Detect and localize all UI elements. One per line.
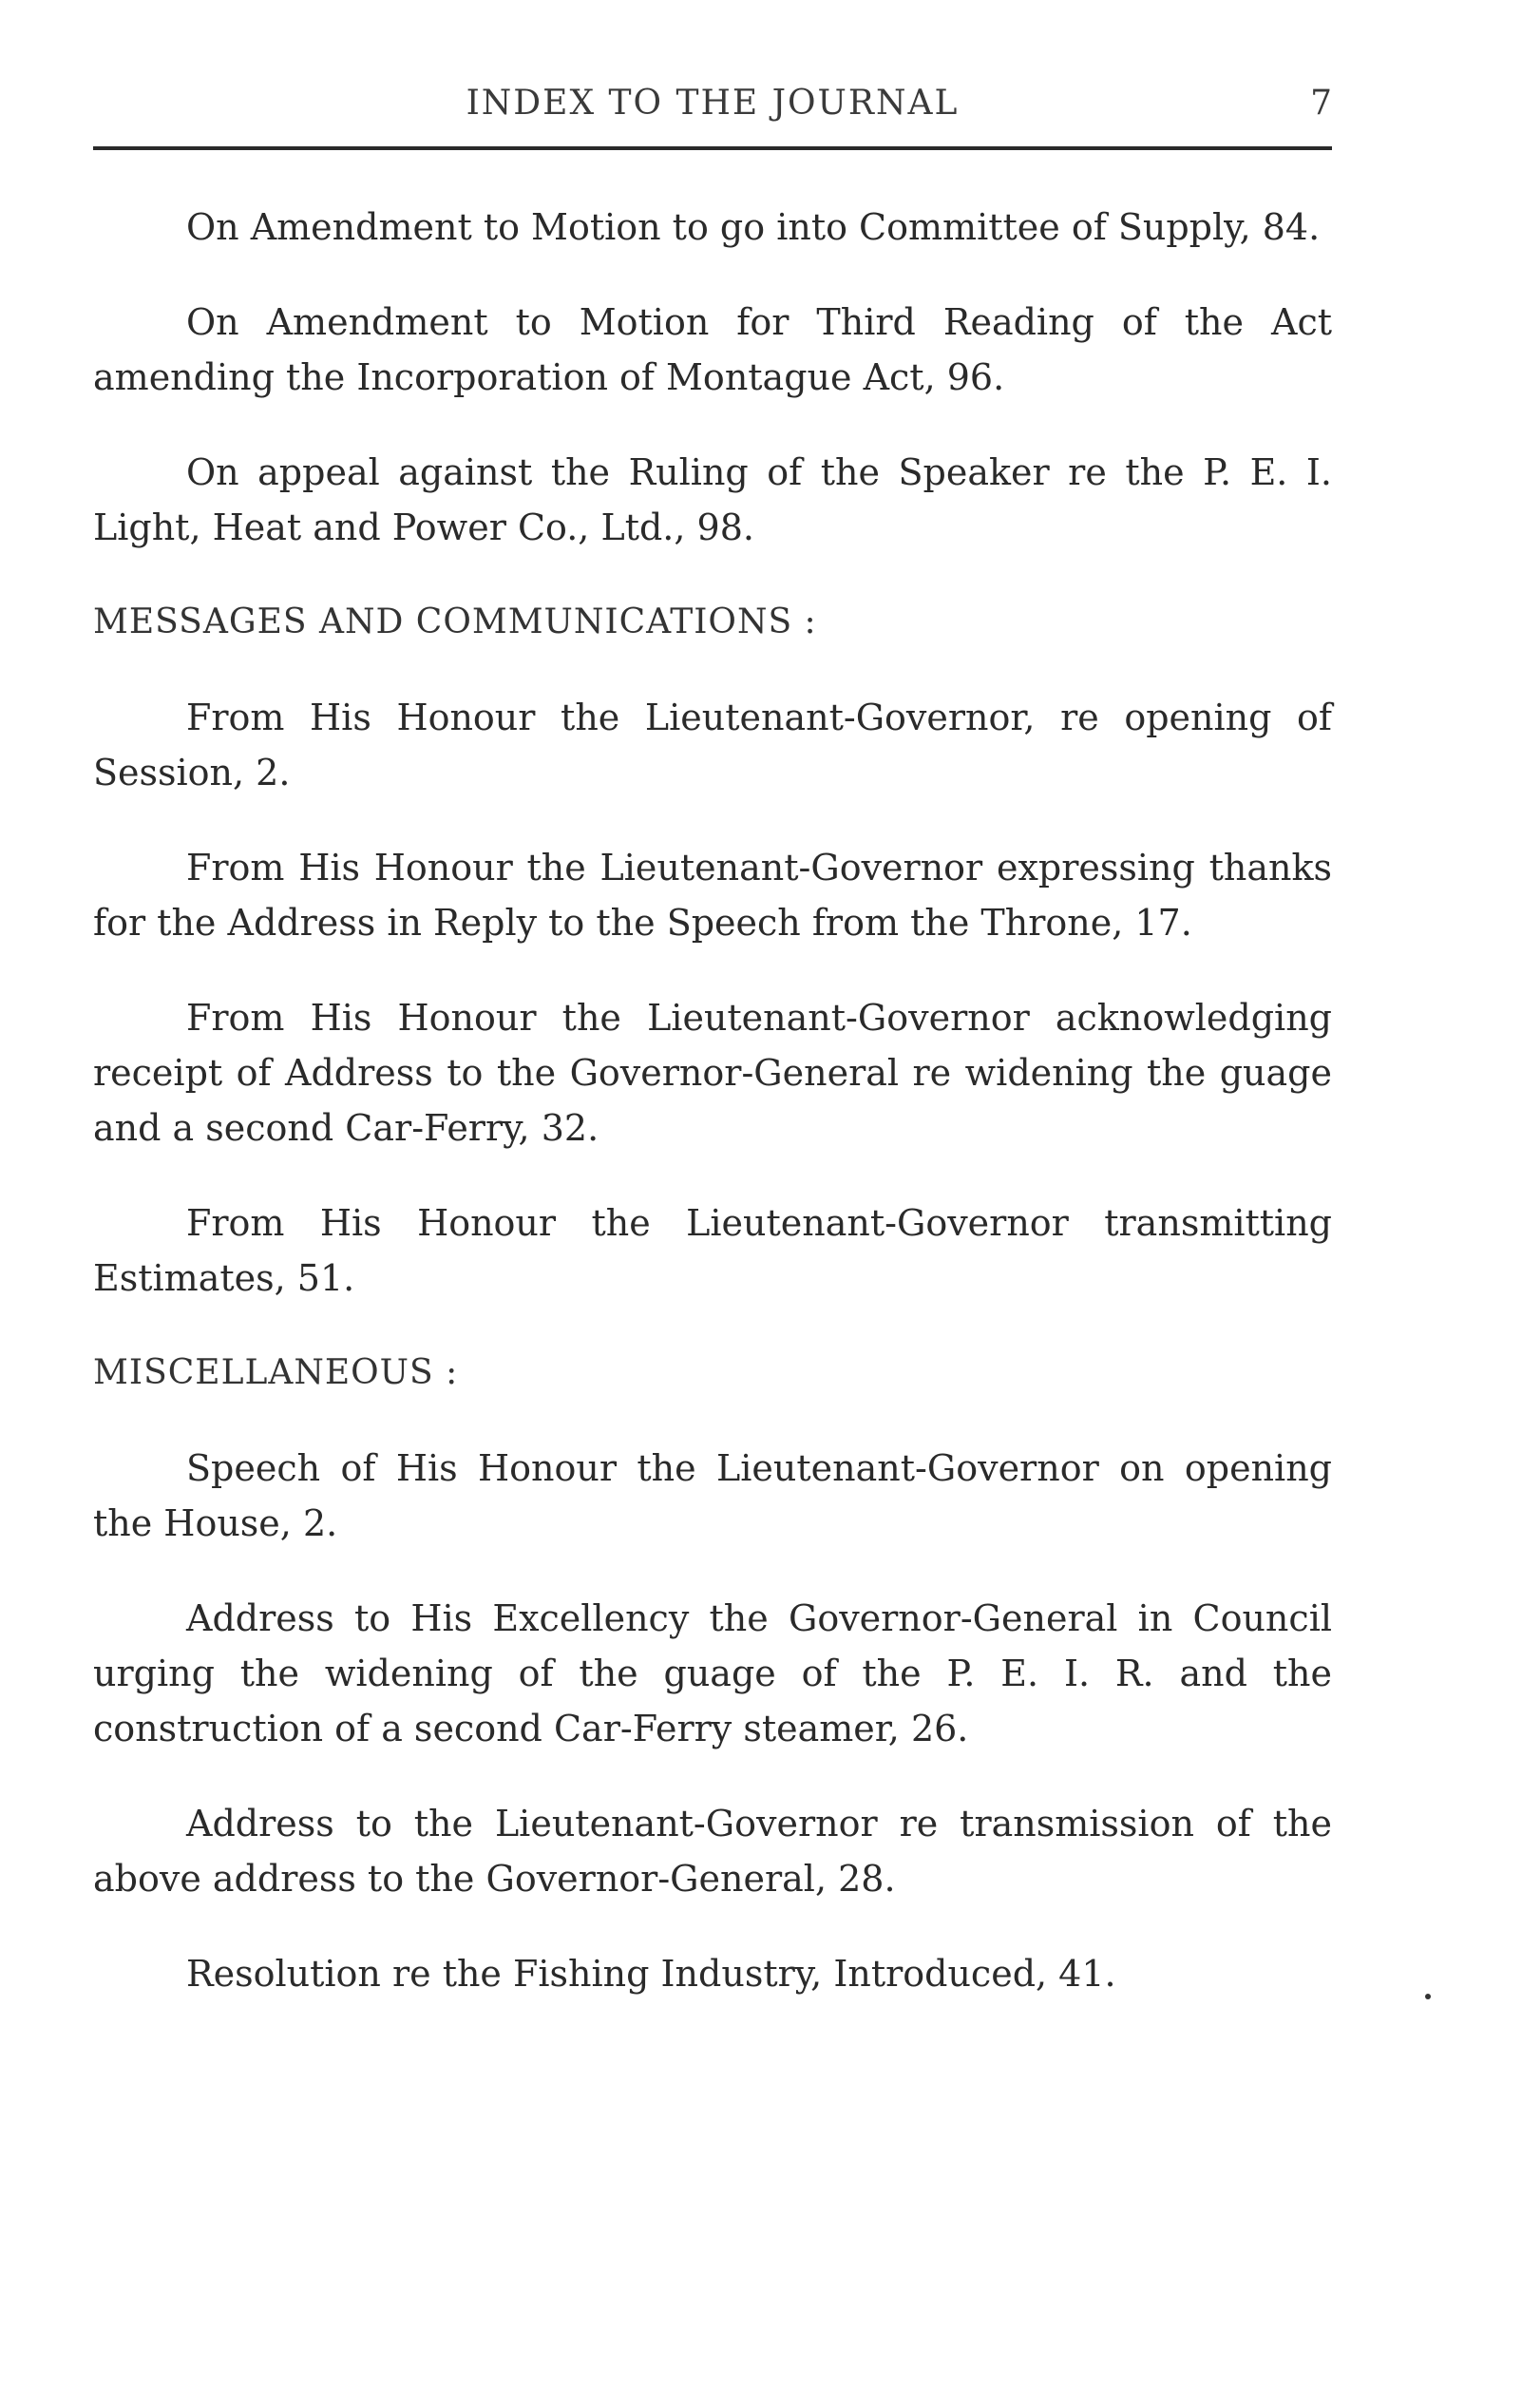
header-rule [93,146,1332,150]
index-entry: From His Honour the Lieutenant-Governor acknowledging receipt of Address to the Governor-General re widening the guage and a second Car-Ferry, 32. [93,997,1332,1149]
index-entry: From His Honour the Lieutenant-Governor, re opening of Session, 2. [93,697,1332,793]
index-entry: On Amendment to Motion to go into Committee of Supply, 84. [186,206,1321,248]
index-entry: Resolution re the Fishing Industry, Introduced, 41. [186,1953,1116,1995]
index-entry: From His Honour the Lieutenant-Governor transmitting Estimates, 51. [93,1202,1332,1299]
print-speck [1425,1994,1431,1999]
page-number: 7 [1310,84,1332,123]
section-heading-miscellaneous: MISCELLANEOUS : [93,1353,459,1392]
index-content [93,200,1332,2041]
index-entry: From His Honour the Lieutenant-Governor expressing thanks for the Address in Reply to the Speech from the Throne, 17. [93,847,1332,944]
index-entry: Address to His Excellency the Governor-General in Council urging the widening of the guage of the P. E. I. R. and the construction of a second Car-Ferry steamer, 26. [93,1597,1332,1749]
index-entry: On appeal against the Ruling of the Speaker re the P. E. I. Light, Heat and Power Co., Ltd., 98. [93,451,1332,548]
index-entry: Speech of His Honour the Lieutenant-Governor on opening the House, 2. [93,1447,1332,1544]
index-entry: On Amendment to Motion for Third Reading of the Act amending the Incorporation of Montague Act, 96. [93,301,1332,398]
page-title: INDEX TO THE JOURNAL [466,84,960,123]
section-heading-messages: MESSAGES AND COMMUNICATIONS : [93,602,817,641]
running-head [93,76,1332,133]
index-entry: Address to the Lieutenant-Governor re transmission of the above address to the Governor-General, 28. [93,1803,1332,1900]
